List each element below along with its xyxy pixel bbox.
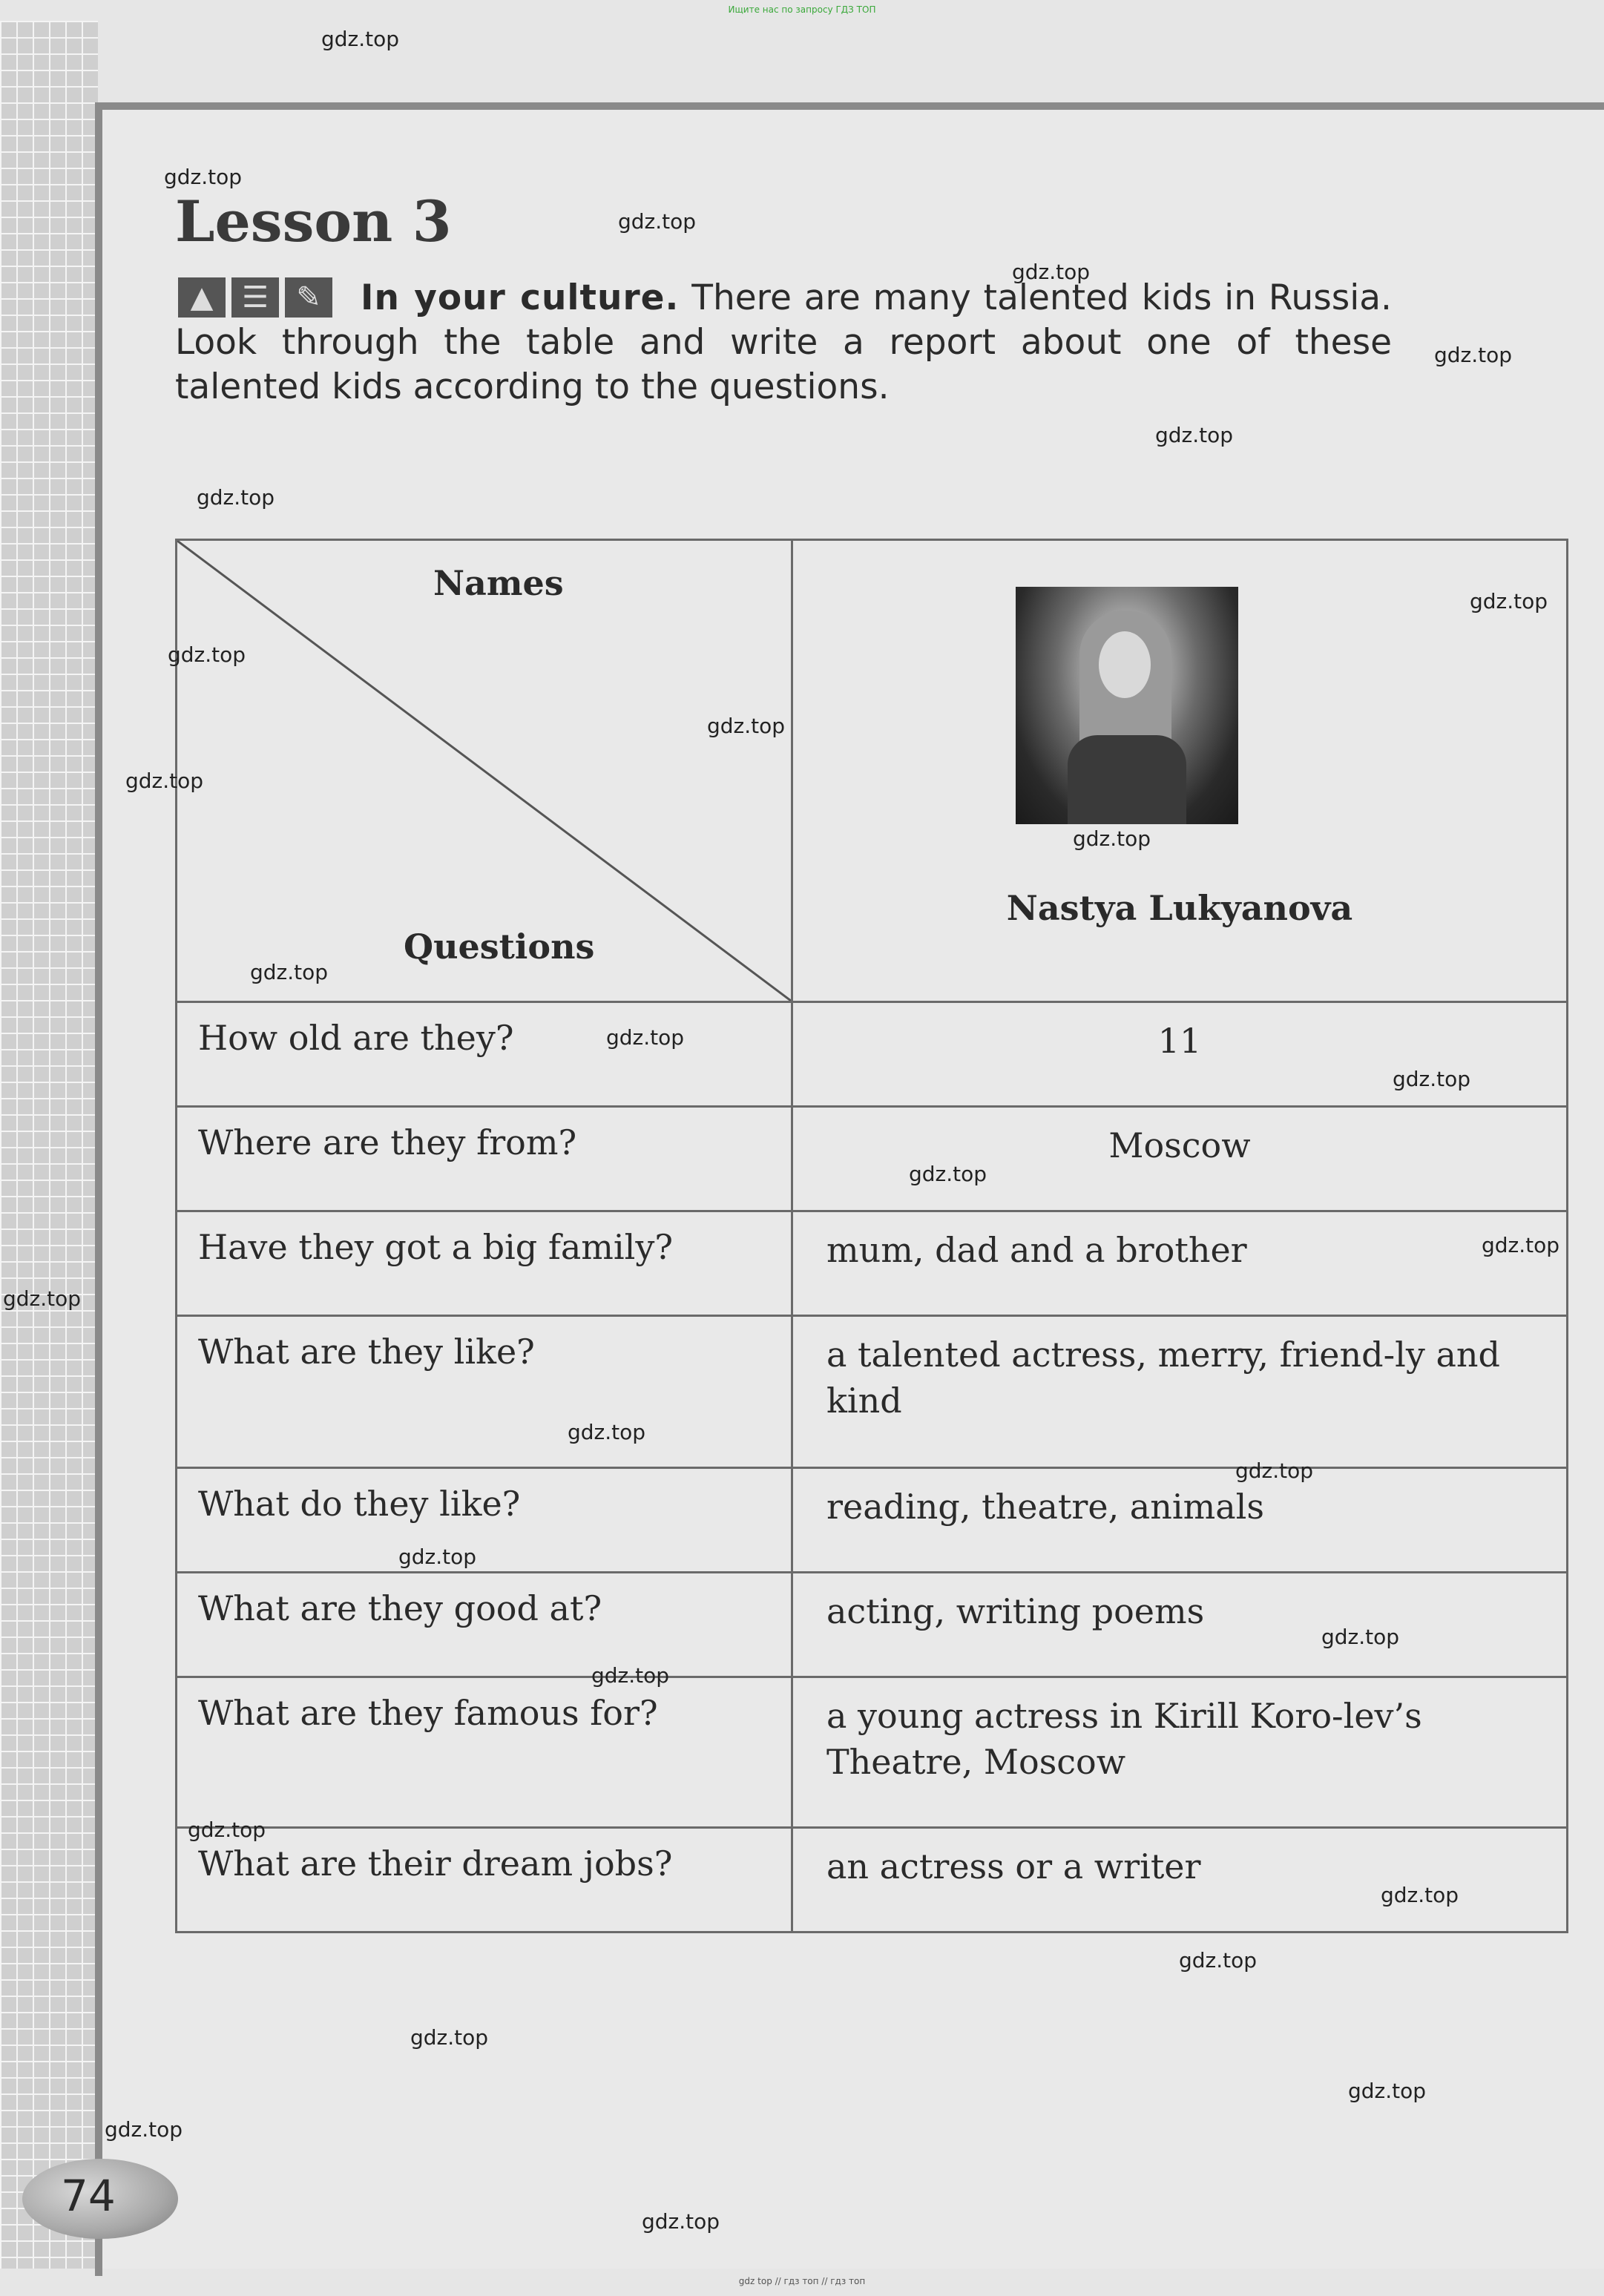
watermark: gdz.top (1179, 1948, 1258, 1973)
table-row (177, 1002, 1568, 1107)
watermark: gdz.top (1381, 1883, 1459, 1907)
question-cell: Have they got a big family? (177, 1211, 792, 1316)
lesson-title: Lesson 3 (175, 188, 452, 254)
notebook-icon: ☰ (231, 277, 279, 318)
watermark: gdz.top (1073, 826, 1151, 851)
task-text: There are many talented kids in Russia. Look through the table and write a report about one of these talented kids according to the questions. (175, 277, 1392, 407)
task-instructions (175, 276, 1392, 409)
watermark: gdz.top (398, 1545, 477, 1569)
table-header-row (177, 540, 1568, 1002)
answer-cell: 11 (792, 1002, 1568, 1107)
watermark: gdz.top (1321, 1625, 1400, 1649)
question-cell: What are they good at? (177, 1573, 792, 1677)
watermark: gdz.top (909, 1162, 987, 1186)
bottom-banner: gdz top // гдз топ // гдз топ (738, 2276, 866, 2286)
answer-cell: mum, dad and a brother (792, 1211, 1568, 1316)
question-cell: Where are they from? (177, 1107, 792, 1211)
talented-kids-table (175, 539, 1568, 1933)
watermark: gdz.top (591, 1663, 670, 1688)
grid-margin-strip (0, 21, 98, 2269)
question-cell: How old are they? (177, 1002, 792, 1107)
table-row (177, 1677, 1568, 1828)
question-cell: What are they famous for? (177, 1677, 792, 1828)
watermark: gdz.top (568, 1420, 646, 1444)
task-heading: In your culture. (361, 277, 680, 318)
top-banner: Ищите нас по запросу ГДЗ ТОП (728, 4, 876, 15)
watermark: gdz.top (707, 714, 786, 738)
watermark: gdz.top (168, 642, 246, 667)
watermark: gdz.top (164, 165, 243, 189)
watermark: gdz.top (1482, 1233, 1560, 1257)
table-row (177, 1107, 1568, 1211)
watermark: gdz.top (321, 27, 400, 51)
watermark: gdz.top (188, 1818, 266, 1842)
watermark: gdz.top (1155, 423, 1234, 447)
watermark: gdz.top (410, 2025, 489, 2050)
book-icon: ▲ (178, 277, 226, 318)
person-header-cell (792, 540, 1568, 1002)
question-cell: What are they like? (177, 1316, 792, 1468)
answer-cell: Moscow (792, 1107, 1568, 1211)
watermark: gdz.top (1393, 1067, 1471, 1091)
answer-cell: acting, writing poems (792, 1573, 1568, 1677)
write-icon: ✎ (285, 277, 332, 318)
diagonal-header-cell (177, 540, 792, 1002)
watermark: gdz.top (125, 769, 204, 793)
watermark: gdz.top (250, 960, 329, 984)
answer-cell: a young actress in Kirill Koro-lev’s Theatre, Moscow (792, 1677, 1568, 1828)
names-label: Names (433, 563, 564, 603)
table-row (177, 1468, 1568, 1573)
question-cell: What are their dream jobs? (177, 1828, 792, 1932)
watermark: gdz.top (1348, 2079, 1427, 2103)
watermark: gdz.top (642, 2209, 720, 2234)
watermark: gdz.top (1434, 343, 1513, 367)
watermark: gdz.top (105, 2117, 183, 2142)
answer-cell: reading, theatre, animals (792, 1468, 1568, 1573)
watermark: gdz.top (618, 209, 697, 234)
table-row (177, 1211, 1568, 1316)
table-row (177, 1316, 1568, 1468)
watermark: gdz.top (3, 1286, 82, 1311)
watermark: gdz.top (606, 1025, 685, 1050)
answer-cell: an actress or a writer (792, 1828, 1568, 1932)
questions-label: Questions (404, 927, 595, 967)
answer-cell: a talented actress, merry, friend-ly and kind (792, 1316, 1568, 1468)
person-name: Nastya Lukyanova (1006, 888, 1353, 928)
table-row (177, 1828, 1568, 1932)
watermark: gdz.top (1012, 260, 1091, 284)
person-photo (1016, 587, 1238, 824)
watermark: gdz.top (1470, 589, 1548, 614)
watermark: gdz.top (197, 485, 275, 510)
question-cell: What do they like? (177, 1468, 792, 1573)
page-number: 74 (61, 2171, 116, 2221)
watermark: gdz.top (1235, 1458, 1314, 1483)
